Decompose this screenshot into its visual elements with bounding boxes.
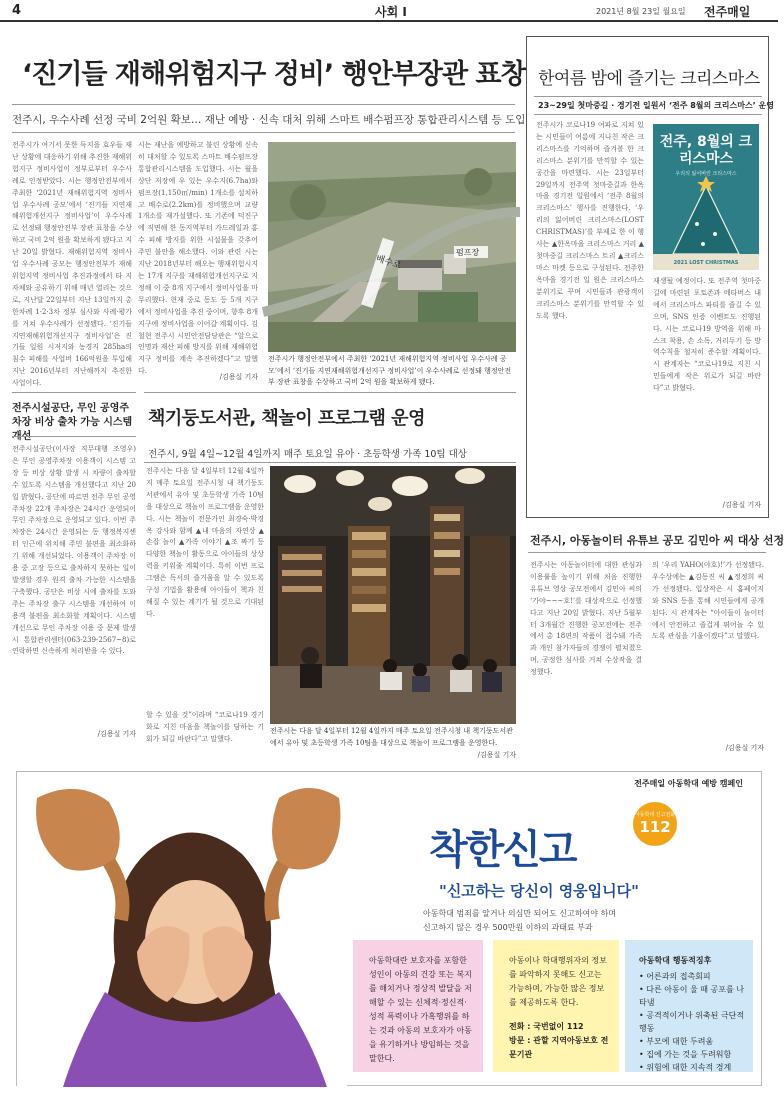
parking-body: 전주시설공단(이사장 직무대행 조영우)은 무인 공영주차장 이용객이 시스템 고장 등 비상 상황 발생 시 차량이 출차할 수 있도록 시스템을 개선했다고 지난 20일 밝혔다. 공단에 따르면 전주 무인 공영주차장 22개 주차장은 24시간 운영되어 무인 주차장으로 운영되고 있다. 이번 주차장은 24시간 운영되는 동 행정복지센터 인근에 위치해 주민 불편을 최소화하기 위해 개선되었다. 이용객이 주차장 이용 중 고장 등으로 출차하지 못하는 일이 발생할 경우 원격 출차 가능한 시스템을 구축했다. 공단은 비상 시에 출차를 도와주는 주차장 출구 시스템을 개선하여 이용객 불편을 최소화할 계획이다. 시스템 개선으로 무인 주차장 이용 중 문제 발생 시 통합관리센터(063-239-2567~8)로 연락하면 신속하게 처리받을 수 있다. xyxy=(12,445,136,656)
poster-subtitle: 우리의 잃어버린 크리스마스 xyxy=(675,171,737,177)
paper-name: 전주매일 xyxy=(704,5,751,19)
youtube-column-b: 의 ‘우리 YAHO(야호)!’가 선정됐다. 우수상에는 ▲김동진 씨 ▲정정희 씨가 선정됐다. 입상작은 시 홈페이지와 SNS 등을 통해 시민들에게 공개된다. 시 관계자는 “아이들이 놀이터에서 안전하고 즐겁게 뛰어놀 수 있도록 관심을 기울이겠다”고 말했다. xyxy=(652,561,764,641)
parking-headline: 전주시설공단, 무인 공영주차장 비상 출차 가능 시스템 xyxy=(12,403,133,428)
lead-column-1: 전주시가 여기서 못한 득지을 효우들 재난 상황에 대응하기 위해 추진한 재해위험지구 정비사업이 정부로부터 우수사례로 인정받았다. 시는 행정안전부에서 주최한 ‘2021년 재해위험지역 정비사업 우수사례 공모’에서 ‘진기들 지연재해위험개선지구 정비사업’이 우수사례로 선정돼 행정안전부 장관 표창을 수상하고 국비 2억 원을 확보하게 됐다고 지난 20일 밝혔다. 재해위험지역 정비사업 우수사례 공모는 행정안전부가 재해위험지역 정비사업 추진과정에서 타 지자체와 공유하기 위해 매년 열리는 것으로, 지난달 22일부터 지난 13일까지 총 한차례 1·2·3차 정부 심사와 사례·평가를 거쳐 우수사례가 선정됐다. ‘진기들 지연재해위험개선지구 정비사업’은 진기들 일원 시저지와 농경지 285ha의 침수 피해를 사업비 166억원을 투입해 지난 2016년부터 지난해까지 추진한 사업이다. xyxy=(12,141,132,388)
behavior-sign-item: • 집에 가는 것을 두려워함 xyxy=(639,1050,732,1059)
ad-title: 착한신고 xyxy=(429,827,576,873)
behavior-signs-title: 아동학대 행동적징후 xyxy=(639,956,712,965)
library-column-1: 전주시는 다음 달 4일부터 12월 4일까지 매주 토요일 전주시청 내 책기둥도서관에서 유아 및 초등학생 가족 10팀을 대상으로 책놀이 프로그램을 운영한다. 시는 책놀이 전문가인 최경숙·박경옥 강사와 함께 ▲내 마음의 자연상 ▲손잡 놀이 ▲가족 이야기 ▲조 짜기 등 다양한 책놀이 활동으로 아이들의 상상력을 키워줄 계획이다. 특히 이번 프로그램은 독서의 즐거움을 알 수 있도록 구성 기법을 활용해 아이들이 책과 친해질 수 있는 계기가 될 것으로 기대된다. xyxy=(146,467,264,618)
behavior-signs-note xyxy=(625,940,753,1072)
divider xyxy=(534,114,762,115)
youtube-headline: 전주시, 아동놀이터 유튜브 공모 김민아 씨 대상 선정 xyxy=(530,534,784,547)
behavior-sign-item: • 어른과의 접촉회피 xyxy=(639,972,711,981)
masthead xyxy=(0,0,778,22)
behavior-sign-item: • 부모에 대한 두려움 xyxy=(639,1037,714,1046)
divider xyxy=(144,392,516,393)
christmas-column-a: 전주시가 코로나19 여파로 지쳐 있는 시민들이 여름에 지나친 작은 크리스마스를 기억하며 즐겨볼 한 크리스마스 분위기를 만끽할 수 있는 공간을 마련했다. 시는 23일부터 29일까지 전주역 첫마중길과 한옥마을 경기전 일원에서 ‘전주 8월의 크리스마스’ 행사를 진행한다. ‘우리의 잃어버린 크리스마스(LOST CHRISTMAS)’를 부제로 한 이 행사는 ▲한옥마을 크리스마스 거리 ▲첫마중길 크리스마스 트리 ▲크리스마스 마켓 등으로 구성된다. 전주한옥마을 경기전 일 원은 크리스마스 분위기로 꾸며 시민들과 관광객이 크리스마스 분위기를 만끽할 수 있도록 했다. xyxy=(536,121,644,320)
lead-byline: /김용실 기자 xyxy=(219,373,258,381)
page-number: 4 xyxy=(12,3,22,18)
lead-column-2: 시는 재난을 예방하고 불린 상황에 신속히 대처할 수 있도록 스마트 배수펌프장 통합관리시스템을 도입했다. 시는 월을 상단 저장에 우 있는 우수지(6.7ha)와 펌프장(1,150㎥/min) 1개소를 설치하고 배수로(2.2km)를 정비했으며 교량 1개소를 재가설했다. 또 기존에 덕진구에 직면해 한 동지역부터 가드레일과 홍수 피해 방지를 위한 시설물을 갖추어 주민 불안을 해소했다. 이와 관련 시는 지난 2018년부터 해오는 행재위험시지는 17개 지구를 재해위험개선지구로 지정해 이 중 8개 지구에서 정비사업을 마무리했다. 현재 중로 동도 등 5개 지구에서 정비사업을 추진 중이며, 향후 8개 지구에 정비사업을 이어갈 계획이다. 김철현 전주시 시민안전담당관은 “앞으로 인명과 재산 피해 방지를 위해 재해위험지구 정비를 계속 추진하겠다”고 말했다. xyxy=(138,141,258,376)
ad-slogan: "신고하는 당신이 영웅입니다" xyxy=(439,882,639,900)
ad-description-2: 신고하지 않은 경우 500만원 이하의 과태료 부과 xyxy=(423,923,593,932)
poster-title: 전주, 8월의 크리스마스 xyxy=(659,134,753,167)
issue-date: 2021년 8월 23일 월요일 xyxy=(596,7,686,16)
report-info-note xyxy=(493,940,619,1072)
poster-english: 2021 LOST CHRISTMAS xyxy=(673,260,739,266)
badge-number: 112 xyxy=(639,818,671,836)
lead-headline: ‘진기들 재해위험지구 정비’ 행안부장관 표창 xyxy=(22,59,526,90)
child-abuse-ad xyxy=(16,771,762,1086)
library-photo xyxy=(270,466,516,724)
badge-caption: 아동학대 신고전화 xyxy=(634,812,676,818)
youtube-column-a: 전주시는 아동놀이터에 대한 관심과 이용률을 높이기 위해 처음 진행한 유튜브 영상 공모전에서 김민아 씨의 ‘가야~~~호!’를 대상작으로 선정했다고 지난 20일 밝혔다. 지난 5월부터 3개월간 진행한 공모전에는 전주에서 총 18편의 작품이 접수돼 가족과 개인 참가자들의 경쟁이 펼쳐졌으며, 공정한 심사를 거쳐 수상작을 결정했다. xyxy=(530,561,642,677)
divider xyxy=(12,436,136,437)
ad-description-1: 아동학대 범죄를 알거나 의심만 되어도 신고하여야 하며 xyxy=(423,909,616,918)
ad-woman-illustration xyxy=(17,772,347,1087)
abuse-definition-note: 아동학대란 보호자를 포함한 성인이 아동의 건강 또는 복지를 해치거나 정상적 발달을 저해할 수 있는 신체적·정신적·성적 폭력이나 가혹행위를 하는 것과 아동의 보호자가 아동을 유기하거나 방임하는 것을 말한다. xyxy=(353,940,483,1072)
parking-byline: /김용실 기자 xyxy=(97,730,136,738)
ad-campaign-label: 전주매일 아동학대 예방 캠페인 xyxy=(634,779,743,788)
library-caption: 전주시는 다음 달 4일부터 12월 4일까지 매주 토요일 전주시청 내 책기둥도서관에서 유아 및 초등학생 가족 10팀을 대상으로 책놀이 프로그램을 운영한다. xyxy=(270,727,513,747)
divider xyxy=(144,462,516,463)
christmas-byline: /김용실 기자 xyxy=(722,501,761,509)
divider xyxy=(12,104,515,105)
divider xyxy=(12,392,136,393)
divider xyxy=(534,96,762,97)
youtube-byline: /김용실 기자 xyxy=(725,744,764,752)
christmas-headline: 한여름 밤에 즐기는 크리스마스 xyxy=(538,69,760,89)
lead-caption: 전주시가 행정안전부에서 주최한 ‘2021년 재해위험지역 정비사업 우수사례 공모’에서 ‘진기들 지연재해위험개선지구 정비사업’이 우수사례로 선정돼 행정안전부 장관 표창을 수상하고 국비 2억 원을 확보하게 됐다. xyxy=(268,355,512,386)
lead-subheadline: 전주시, 우수사례 선정 국비 2억원 확보… 재난 예방 · 신속 대처 위해 스마트 배수펌프장 통합관리시스템 등 도입 xyxy=(12,114,526,126)
divider xyxy=(528,552,766,553)
christmas-subheadline: 23~29일 첫마중길 · 경기전 일원서 ‘전주 8월의 크리스마스’ 운영 xyxy=(538,101,774,110)
lead-photo xyxy=(268,142,516,352)
library-subheadline: 전주시, 9월 4일~12월 4일까지 매주 토요일 유아 · 초등학생 가족 10팀 대상 xyxy=(148,449,467,460)
christmas-poster xyxy=(653,124,759,270)
photo-label-canal: 배수로 xyxy=(374,253,403,272)
christmas-column-b: 재생될 예정이다. 또 전주역 첫마중길에 마련된 포토존과 메타버스 내에서 크리스마스 파티를 즐길 수 있으며, SNS 인증 이벤트도 진행된다. 시는 코로나19 방역을 위해 마스크 착용, 손 소독, 거리두기 등 방역수칙을 철저히 준수할 계획이다. 시 관계자는 “코로나19로 지친 시민들에게 작은 위로가 되길 바란다”고 밝혔다. xyxy=(653,277,761,393)
report-phone: 전화 : 국번없이 112 xyxy=(509,1022,584,1031)
divider xyxy=(12,132,515,133)
section-title: 사회 I xyxy=(375,5,407,19)
photo-label-pump: 펌프장 xyxy=(456,248,480,257)
report-info-text: 아동이나 학대행위자의 정보를 파악하지 못해도 신고는 가능하며, 가능한 많은 정보를 제공하도록 한다. xyxy=(509,956,607,1007)
emergency-112-badge xyxy=(633,802,677,846)
library-tail: 할 수 있을 것”이라며 “코로나19 경기 화로 지친 마음을 책놀이를 담하는 기회가 되길 바란다”고 말했다. xyxy=(146,711,264,743)
behavior-sign-item: • 위험에 대한 지속적 경계 xyxy=(639,1063,732,1072)
behavior-sign-item: • 다른 아동이 울 때 공포를 나타냄 xyxy=(639,985,744,1007)
report-visit: 방문 : 관할 지역아동보호 전문기관 xyxy=(509,1036,609,1059)
library-headline: 책기둥도서관, 책놀이 프로그램 운영 xyxy=(148,408,425,429)
behavior-sign-item: • 공격적이거나 위축된 극단적 행동 xyxy=(639,1011,745,1033)
library-byline: /김용실 기자 xyxy=(477,751,516,759)
